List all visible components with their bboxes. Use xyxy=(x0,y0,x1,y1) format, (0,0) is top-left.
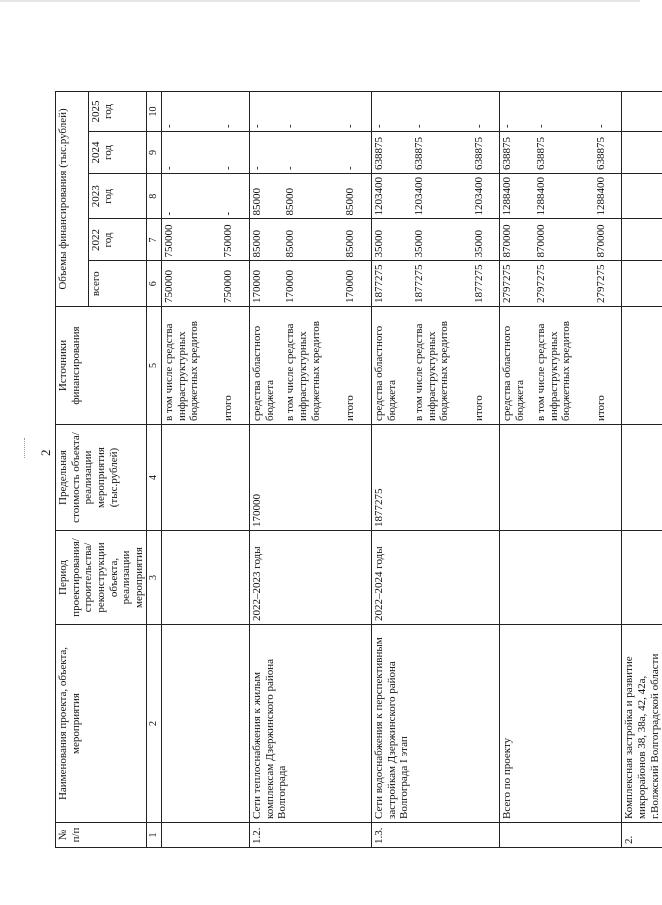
value-cell: 638875 xyxy=(500,132,534,174)
source-cell: средства областного бюджета xyxy=(371,307,411,425)
value-cell: - xyxy=(221,92,249,132)
row-number: 1.3. xyxy=(371,823,411,848)
value-cell: 1877275 xyxy=(472,261,500,307)
value-cell: 2797275 xyxy=(534,261,594,307)
value-cell: 2797275 xyxy=(500,261,534,307)
table-row xyxy=(161,92,221,848)
object-name: Сети теплоснабжения к жилым комплексам Дзержинского района Волгограда xyxy=(249,625,371,823)
value-cell: 170000 xyxy=(343,261,371,307)
source-cell: в том числе средства инфраструктурных бюджетных кредитов xyxy=(161,307,221,425)
value-cell: - xyxy=(283,92,343,132)
value-cell: 85000 xyxy=(283,219,343,261)
source-cell: в том числе средства инфраструктурных бюджетных кредитов xyxy=(283,307,343,425)
value-cell: - xyxy=(161,132,221,174)
cost-cell: 1877275 xyxy=(371,425,411,531)
header-2022: 2022 год xyxy=(88,219,147,261)
value-cell: 85000 xyxy=(249,219,283,261)
index-cell: 3 xyxy=(147,531,162,625)
source-cell: итого xyxy=(594,307,622,425)
source-cell: итого xyxy=(472,307,500,425)
header-sources: Источники финансирования xyxy=(56,307,147,425)
value-cell: 870000 xyxy=(594,219,622,261)
value-cell: - xyxy=(594,92,622,132)
index-cell: 1 xyxy=(147,823,162,848)
source-cell: итого xyxy=(343,307,371,425)
value-cell: 638875 xyxy=(594,132,622,174)
row-number: 2. xyxy=(622,823,662,848)
table-row xyxy=(221,92,249,848)
value-cell: 85000 xyxy=(283,174,343,220)
value-cell: 35000 xyxy=(412,219,472,261)
value-cell: - xyxy=(343,132,371,174)
value-cell: - xyxy=(412,92,472,132)
value-cell: 170000 xyxy=(249,261,283,307)
period-cell: 2022–2024 годы xyxy=(371,531,411,625)
value-cell: - xyxy=(472,92,500,132)
header-2023: 2023 год xyxy=(88,174,147,220)
header-2024: 2024 год xyxy=(88,132,147,174)
index-cell: 8 xyxy=(147,174,162,220)
value-cell: 870000 xyxy=(500,219,534,261)
object-name: Сети водоснабжения к перспективным застройкам Дзержинского района Волгограда I этап xyxy=(371,625,411,823)
table-row xyxy=(594,92,622,848)
index-row xyxy=(147,92,162,848)
table-row xyxy=(622,92,662,848)
index-cell: 10 xyxy=(147,92,162,132)
value-cell: 1203400 xyxy=(472,174,500,220)
value-cell: 1288400 xyxy=(594,174,622,220)
value-cell: 870000 xyxy=(534,219,594,261)
source-cell: итого xyxy=(221,307,249,425)
value-cell: 170000 xyxy=(283,261,343,307)
value-cell: - xyxy=(161,174,221,220)
value-cell: - xyxy=(249,92,283,132)
table-row xyxy=(534,92,594,848)
index-cell: 4 xyxy=(147,425,162,531)
value-cell: 85000 xyxy=(343,219,371,261)
cost-cell: 170000 xyxy=(249,425,371,531)
value-cell: 638875 xyxy=(472,132,500,174)
source-cell: в том числе средства инфраструктурных бюджетных кредитов xyxy=(534,307,594,425)
header-2025: 2025 год xyxy=(88,92,147,132)
index-cell: 5 xyxy=(147,307,162,425)
value-cell: 750000 xyxy=(221,261,249,307)
value-cell: 1203400 xyxy=(412,174,472,220)
period-cell: 2022–2023 годы xyxy=(249,531,371,625)
source-cell: в том числе средства инфраструктурных бюджетных кредитов xyxy=(412,307,472,425)
header-volumes: Объемы финансирования (тыс.рублей) xyxy=(56,92,89,307)
value-cell: 1877275 xyxy=(412,261,472,307)
financing-table xyxy=(55,91,662,848)
object-name: Комплексная застройка и развитие микрорайонов 38, 38а, 42, 42а, г.Волжский Волгоградской области xyxy=(622,625,662,823)
value-cell: 1288400 xyxy=(500,174,534,220)
value-cell: 638875 xyxy=(412,132,472,174)
value-cell: - xyxy=(249,132,283,174)
value-cell: 1288400 xyxy=(534,174,594,220)
value-cell: 750000 xyxy=(161,219,221,261)
table-row xyxy=(371,92,411,848)
value-cell: 2797275 xyxy=(594,261,622,307)
source-cell: средства областного бюджета xyxy=(500,307,534,425)
header-period: Период проектирования/ строительства/ реконструкции объекта, реализации мероприятия xyxy=(56,531,147,625)
value-cell: 638875 xyxy=(534,132,594,174)
header-name: Наименования проекта, объекта, мероприятия xyxy=(56,625,147,823)
value-cell: - xyxy=(161,92,221,132)
index-cell: 2 xyxy=(147,625,162,823)
table-row xyxy=(472,92,500,848)
page-number: 2 xyxy=(38,449,53,456)
value-cell: 85000 xyxy=(249,174,283,220)
value-cell: 750000 xyxy=(221,219,249,261)
value-cell: - xyxy=(221,132,249,174)
value-cell: 35000 xyxy=(472,219,500,261)
source-cell: средства областного бюджета xyxy=(249,307,283,425)
value-cell: 750000 xyxy=(161,261,221,307)
table-row xyxy=(249,92,283,848)
value-cell: - xyxy=(500,92,534,132)
value-cell: 35000 xyxy=(371,219,411,261)
value-cell: 85000 xyxy=(343,174,371,220)
header-cost: Предельная стоимость объекта/реализации мероприятия (тыс.рублей) xyxy=(56,425,147,531)
value-cell: 1877275 xyxy=(371,261,411,307)
value-cell: 638875 xyxy=(371,132,411,174)
header-row-1 xyxy=(56,92,89,848)
table-row xyxy=(412,92,472,848)
header-total: всего xyxy=(88,261,147,307)
header-no: № п/п xyxy=(56,823,147,848)
value-cell: - xyxy=(343,92,371,132)
index-cell: 9 xyxy=(147,132,162,174)
value-cell: 1203400 xyxy=(371,174,411,220)
value-cell: - xyxy=(371,92,411,132)
index-cell: 6 xyxy=(147,261,162,307)
table-row xyxy=(500,92,534,848)
value-cell: - xyxy=(221,174,249,220)
row-number: 1.2. xyxy=(249,823,283,848)
index-cell: 7 xyxy=(147,219,162,261)
value-cell: - xyxy=(534,92,594,132)
value-cell: - xyxy=(283,132,343,174)
project-total-label: Всего по проекту xyxy=(500,625,534,823)
